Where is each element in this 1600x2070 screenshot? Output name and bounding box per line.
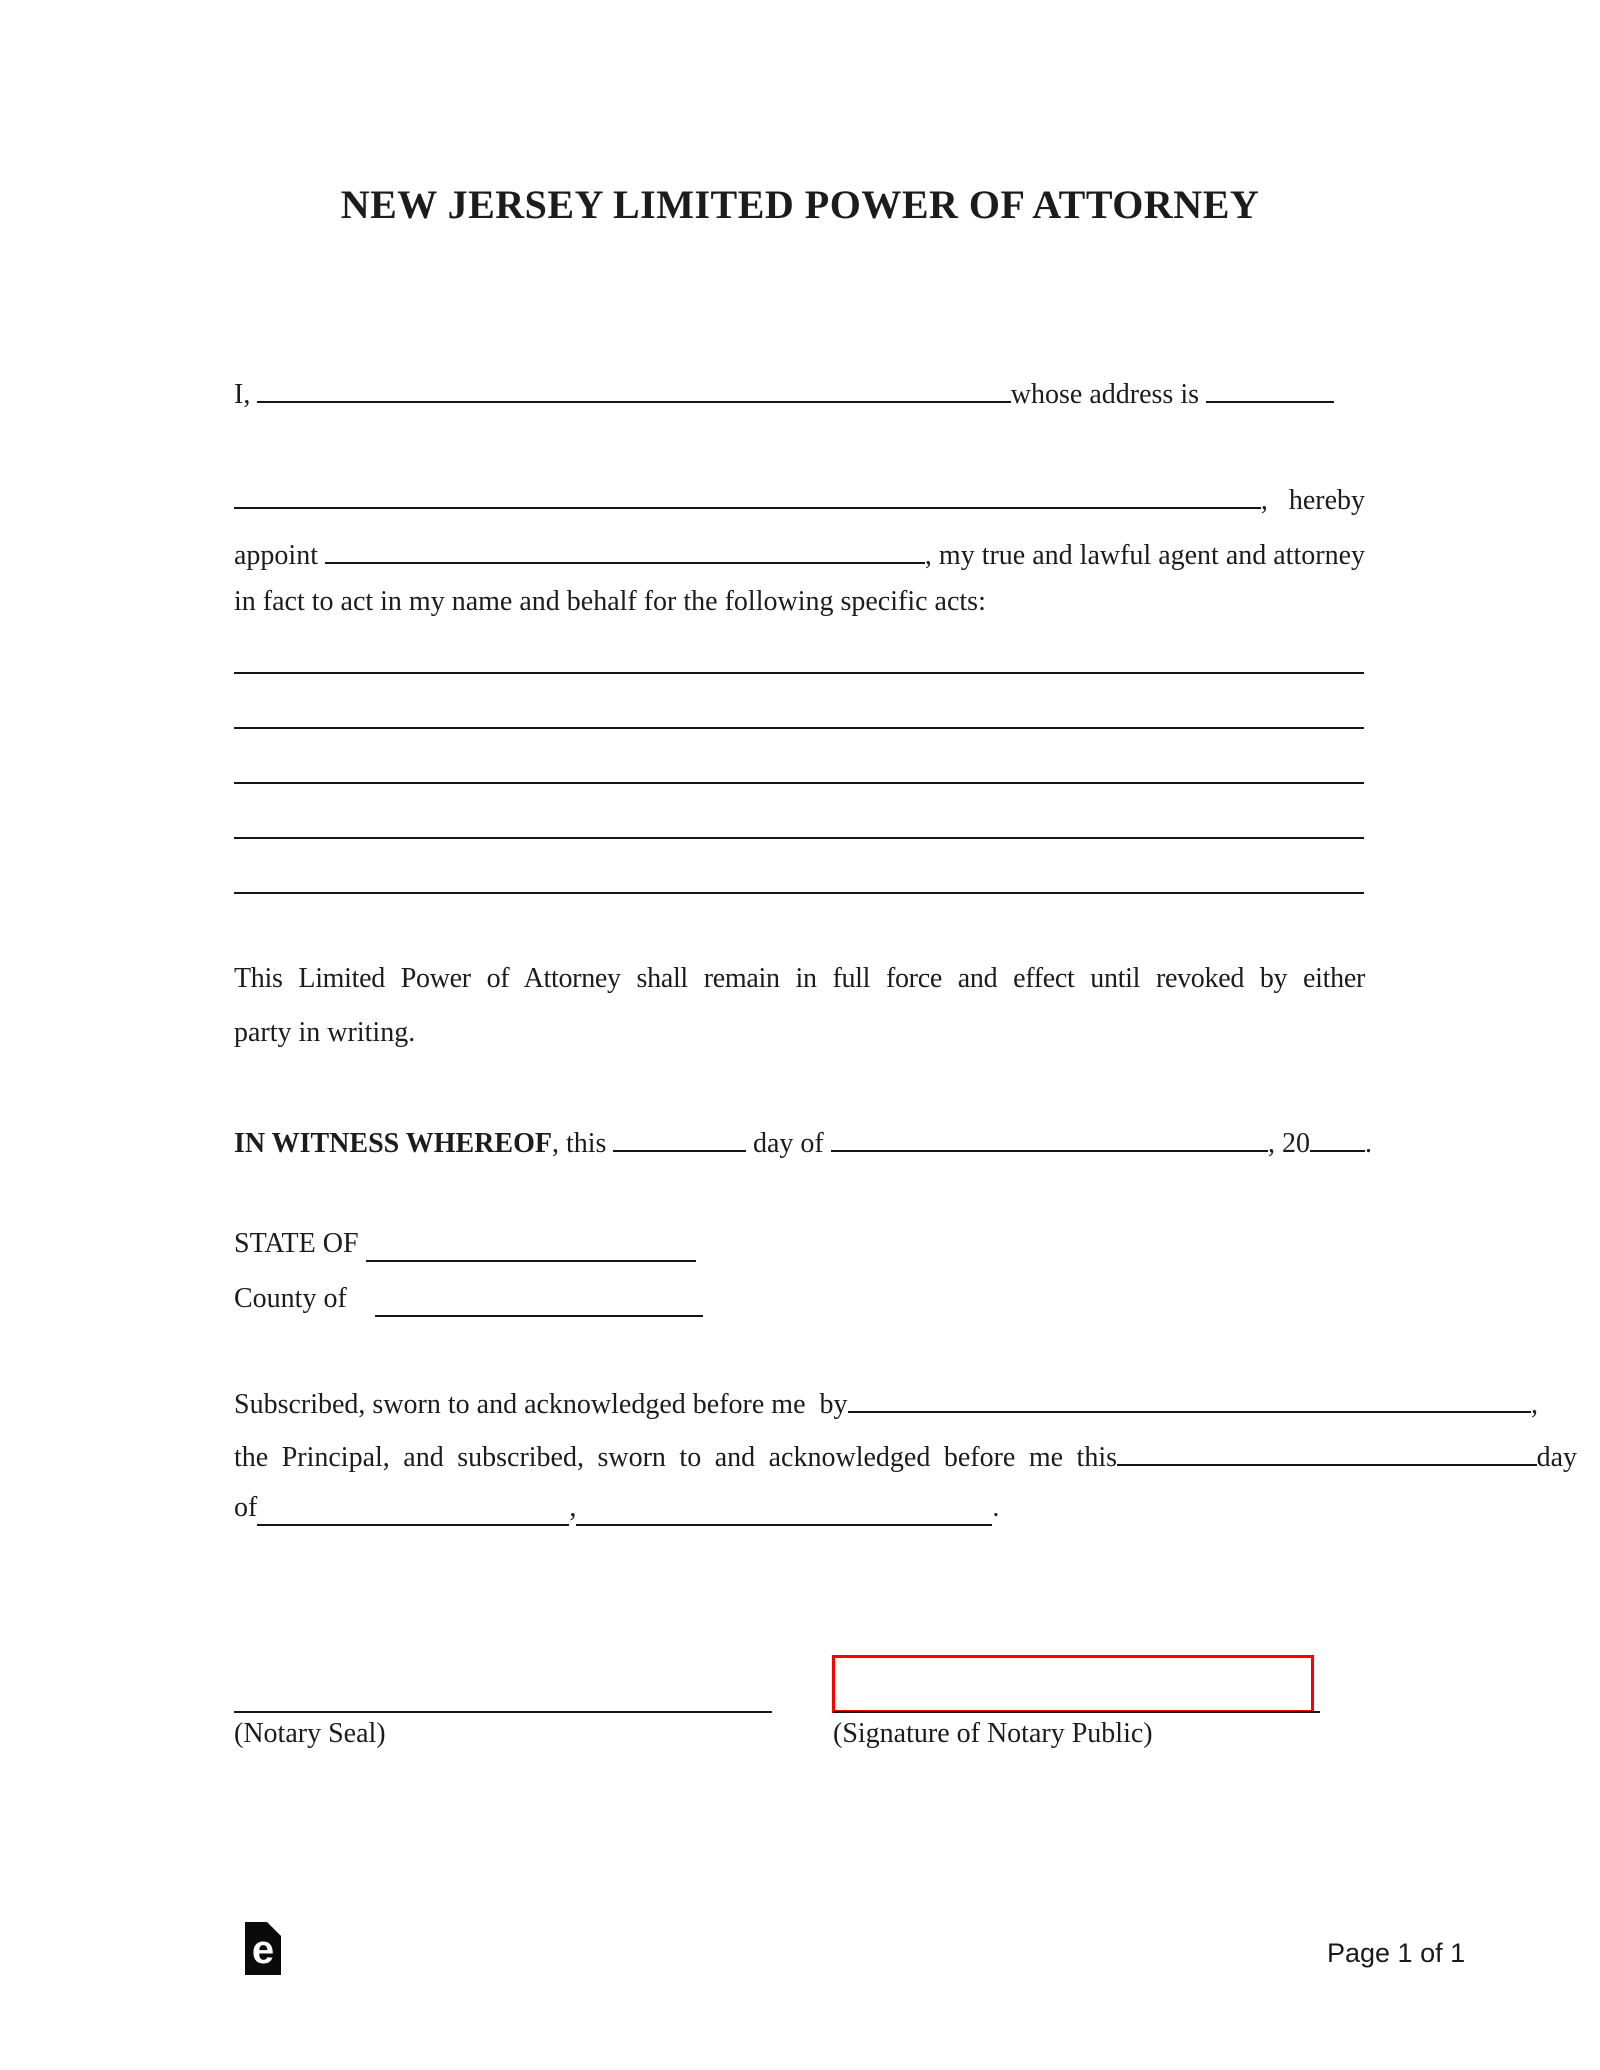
acts-blank-line[interactable] — [234, 782, 1364, 784]
blank-state[interactable] — [366, 1234, 696, 1262]
text-segment: in fact to act in my name and behalf for the following specific acts: — [234, 586, 986, 617]
blank-principal-name[interactable] — [257, 375, 1010, 403]
notary-seal-line[interactable] — [234, 1711, 772, 1713]
text-segment: , 20 — [1268, 1128, 1310, 1159]
blank-address-start[interactable] — [1206, 375, 1334, 403]
state-line — [234, 1227, 696, 1261]
eforms-logo — [245, 1922, 281, 1975]
document-title: NEW JERSEY LIMITED POWER OF ATTORNEY — [340, 182, 1260, 227]
blank-month[interactable] — [831, 1124, 1268, 1152]
blank-principal-acknowledged[interactable] — [848, 1385, 1532, 1413]
in-fact-line — [234, 585, 986, 619]
text-segment: Subscribed, sworn to and acknowledged before me by — [234, 1389, 848, 1420]
text-segment: , my true and lawful agent and attorney — [924, 540, 1365, 571]
notary-acknowledgment-line-3 — [234, 1491, 999, 1525]
acts-blank-line[interactable] — [234, 672, 1364, 674]
text-segment: , hereby — [1260, 485, 1365, 516]
blank-day[interactable] — [613, 1124, 746, 1152]
notary-acknowledgment-line-1 — [234, 1385, 1538, 1422]
notary-signature-line[interactable] — [833, 1711, 1320, 1713]
text-segment: . — [1365, 1128, 1372, 1159]
blank-notary-day[interactable] — [1117, 1438, 1537, 1466]
intro-line — [234, 375, 1334, 412]
text-segment: STATE OF — [234, 1228, 366, 1259]
text-segment: IN WITNESS WHEREOF — [234, 1128, 552, 1159]
acts-blank-line[interactable] — [234, 892, 1364, 894]
text-segment: , this — [551, 1128, 614, 1159]
acts-blank-line[interactable] — [234, 837, 1364, 839]
durability-line-2: party in writing. — [234, 1017, 416, 1048]
notary-signature-label: (Signature of Notary Public) — [833, 1718, 1153, 1749]
text-segment: day — [1536, 1442, 1577, 1473]
text-segment: the Principal, and subscribed, sworn to and acknowledged before me this — [234, 1442, 1118, 1473]
text-segment: I, — [234, 379, 258, 410]
text-segment: County of — [234, 1283, 375, 1314]
text-segment: , — [569, 1492, 577, 1523]
witness-line — [234, 1124, 1372, 1161]
appoint-line — [234, 536, 1365, 573]
blank-county[interactable] — [375, 1289, 703, 1317]
blank-notary-month[interactable] — [257, 1498, 569, 1526]
blank-address-continued[interactable] — [234, 481, 1261, 509]
blank-agent-name[interactable] — [325, 536, 925, 564]
address-continuation-line — [234, 481, 1365, 518]
notary-signature-box[interactable] — [832, 1655, 1314, 1713]
text-segment: , — [1531, 1389, 1538, 1420]
page-number-label: Page 1 of 1 — [1327, 1938, 1466, 1968]
text-segment: day of — [745, 1128, 831, 1159]
acts-blank-line[interactable] — [234, 727, 1364, 729]
text-segment: appoint — [234, 540, 325, 571]
durability-line-1: This Limited Power of Attorney shall remain in full force and effect until revoked by either — [234, 963, 1365, 994]
blank-year[interactable] — [1310, 1124, 1365, 1152]
text-segment: of — [234, 1492, 258, 1523]
blank-notary-year[interactable] — [576, 1498, 992, 1526]
text-segment: . — [992, 1492, 1000, 1523]
notary-acknowledgment-line-2 — [234, 1438, 1577, 1475]
text-segment: whose address is — [1010, 379, 1206, 410]
eforms-logo-letter: e — [251, 1928, 275, 1972]
county-line — [234, 1282, 703, 1316]
notary-seal-label: (Notary Seal) — [234, 1718, 386, 1749]
